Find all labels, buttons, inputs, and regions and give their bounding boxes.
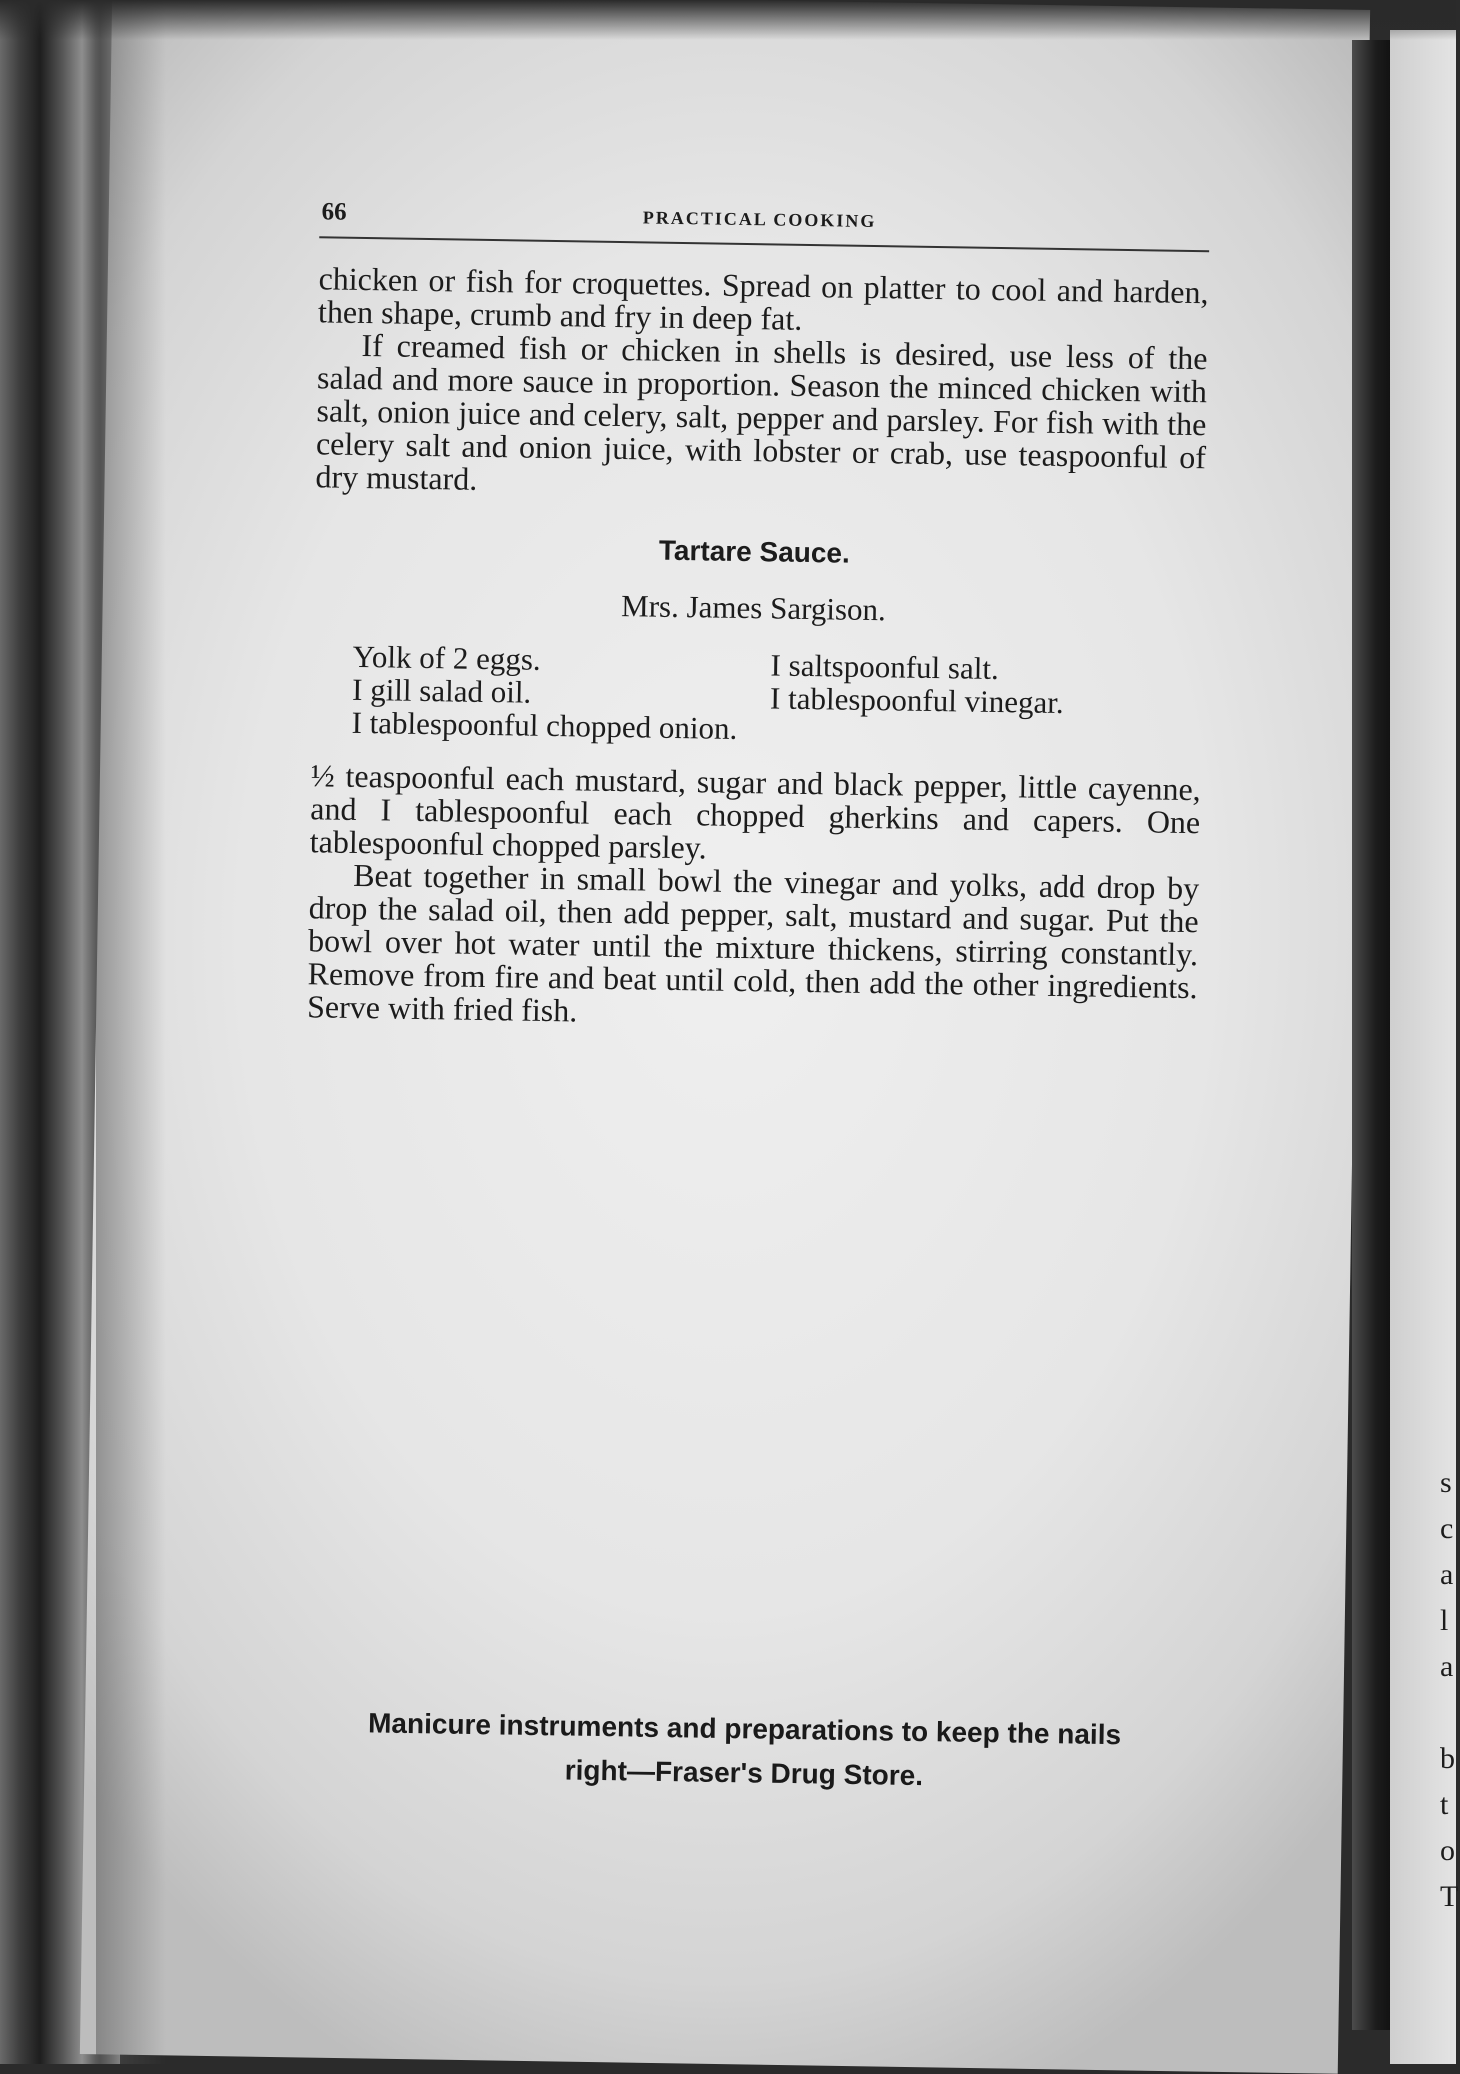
ad-line-1: Manicure instruments and preparations to keep the nails xyxy=(367,1707,1122,1751)
page-gutter xyxy=(1352,40,1392,2030)
ingredient-item: I tablespoonful vinegar. xyxy=(769,680,1064,721)
sliver-char xyxy=(1440,1690,1460,1736)
ingredient-item: Yolk of 2 eggs. xyxy=(352,638,541,677)
ingredient-item: I tablespoonful chopped onion. xyxy=(351,704,738,746)
recipe-title: Tartare Sauce. xyxy=(658,534,851,569)
ingredient-list xyxy=(291,639,1213,763)
page-number: 66 xyxy=(321,198,347,226)
sliver-char: s xyxy=(1440,1466,1452,1499)
method-paragraph: Beat together in small bowl the vinegar and yolks, add drop by drop the salad oil, then add pepper, salt, mustard and sugar. Put the bowl over hot water until the mixture thickens, stirring constantly. Remove from fire and beat until cold, then add the other ingredients. Serve with fried fish. xyxy=(306,856,1200,1029)
recipe-author: Mrs. James Sargison. xyxy=(620,588,887,628)
sliver-char: o xyxy=(1440,1834,1455,1867)
top-shadow xyxy=(0,0,1456,40)
sliver-char: c xyxy=(1440,1512,1454,1545)
page-content xyxy=(287,190,1220,1037)
next-page-text-sliver xyxy=(1440,1460,1460,1920)
sliver-char: t xyxy=(1440,1788,1449,1821)
page-shadow xyxy=(96,0,166,2064)
ad-line-2: right—Fraser's Drug Store. xyxy=(564,1754,924,1792)
sliver-char: b xyxy=(1440,1742,1455,1775)
creamed-fish-paragraph: If creamed fish or chicken in shells is desired, use less of the salad and more sauce in proportion. Season the minced chicken with salt, onion juice and celery, salt, pepper and parsley. For fish with the celery salt and onion juice, with lobster or crab, use teaspoonful of dry mustard. xyxy=(315,326,1208,497)
sliver-char: l xyxy=(1440,1604,1449,1637)
seasoning-paragraph: ½ teaspoonful each mustard, sugar and black pepper, little cayenne, and I tablespoonful each chopped gherkins and capers. One tablespoonful chopped parsley. xyxy=(309,757,1201,866)
drug-store-advertisement xyxy=(279,1700,1210,1803)
header-rule xyxy=(319,236,1209,252)
ingredient-item: I saltspoonful salt. xyxy=(770,647,1000,687)
ingredient-item: I gill salad oil. xyxy=(351,671,532,710)
sliver-char: a xyxy=(1440,1650,1454,1683)
sliver-char: T xyxy=(1440,1880,1459,1913)
running-title: PRACTICAL COOKING xyxy=(642,207,877,232)
continuation-paragraph: chicken or fish for croquettes. Spread on platter to cool and harden, then shape, crumb and fry in deep fat. xyxy=(317,260,1209,337)
sliver-char: a xyxy=(1440,1558,1454,1591)
